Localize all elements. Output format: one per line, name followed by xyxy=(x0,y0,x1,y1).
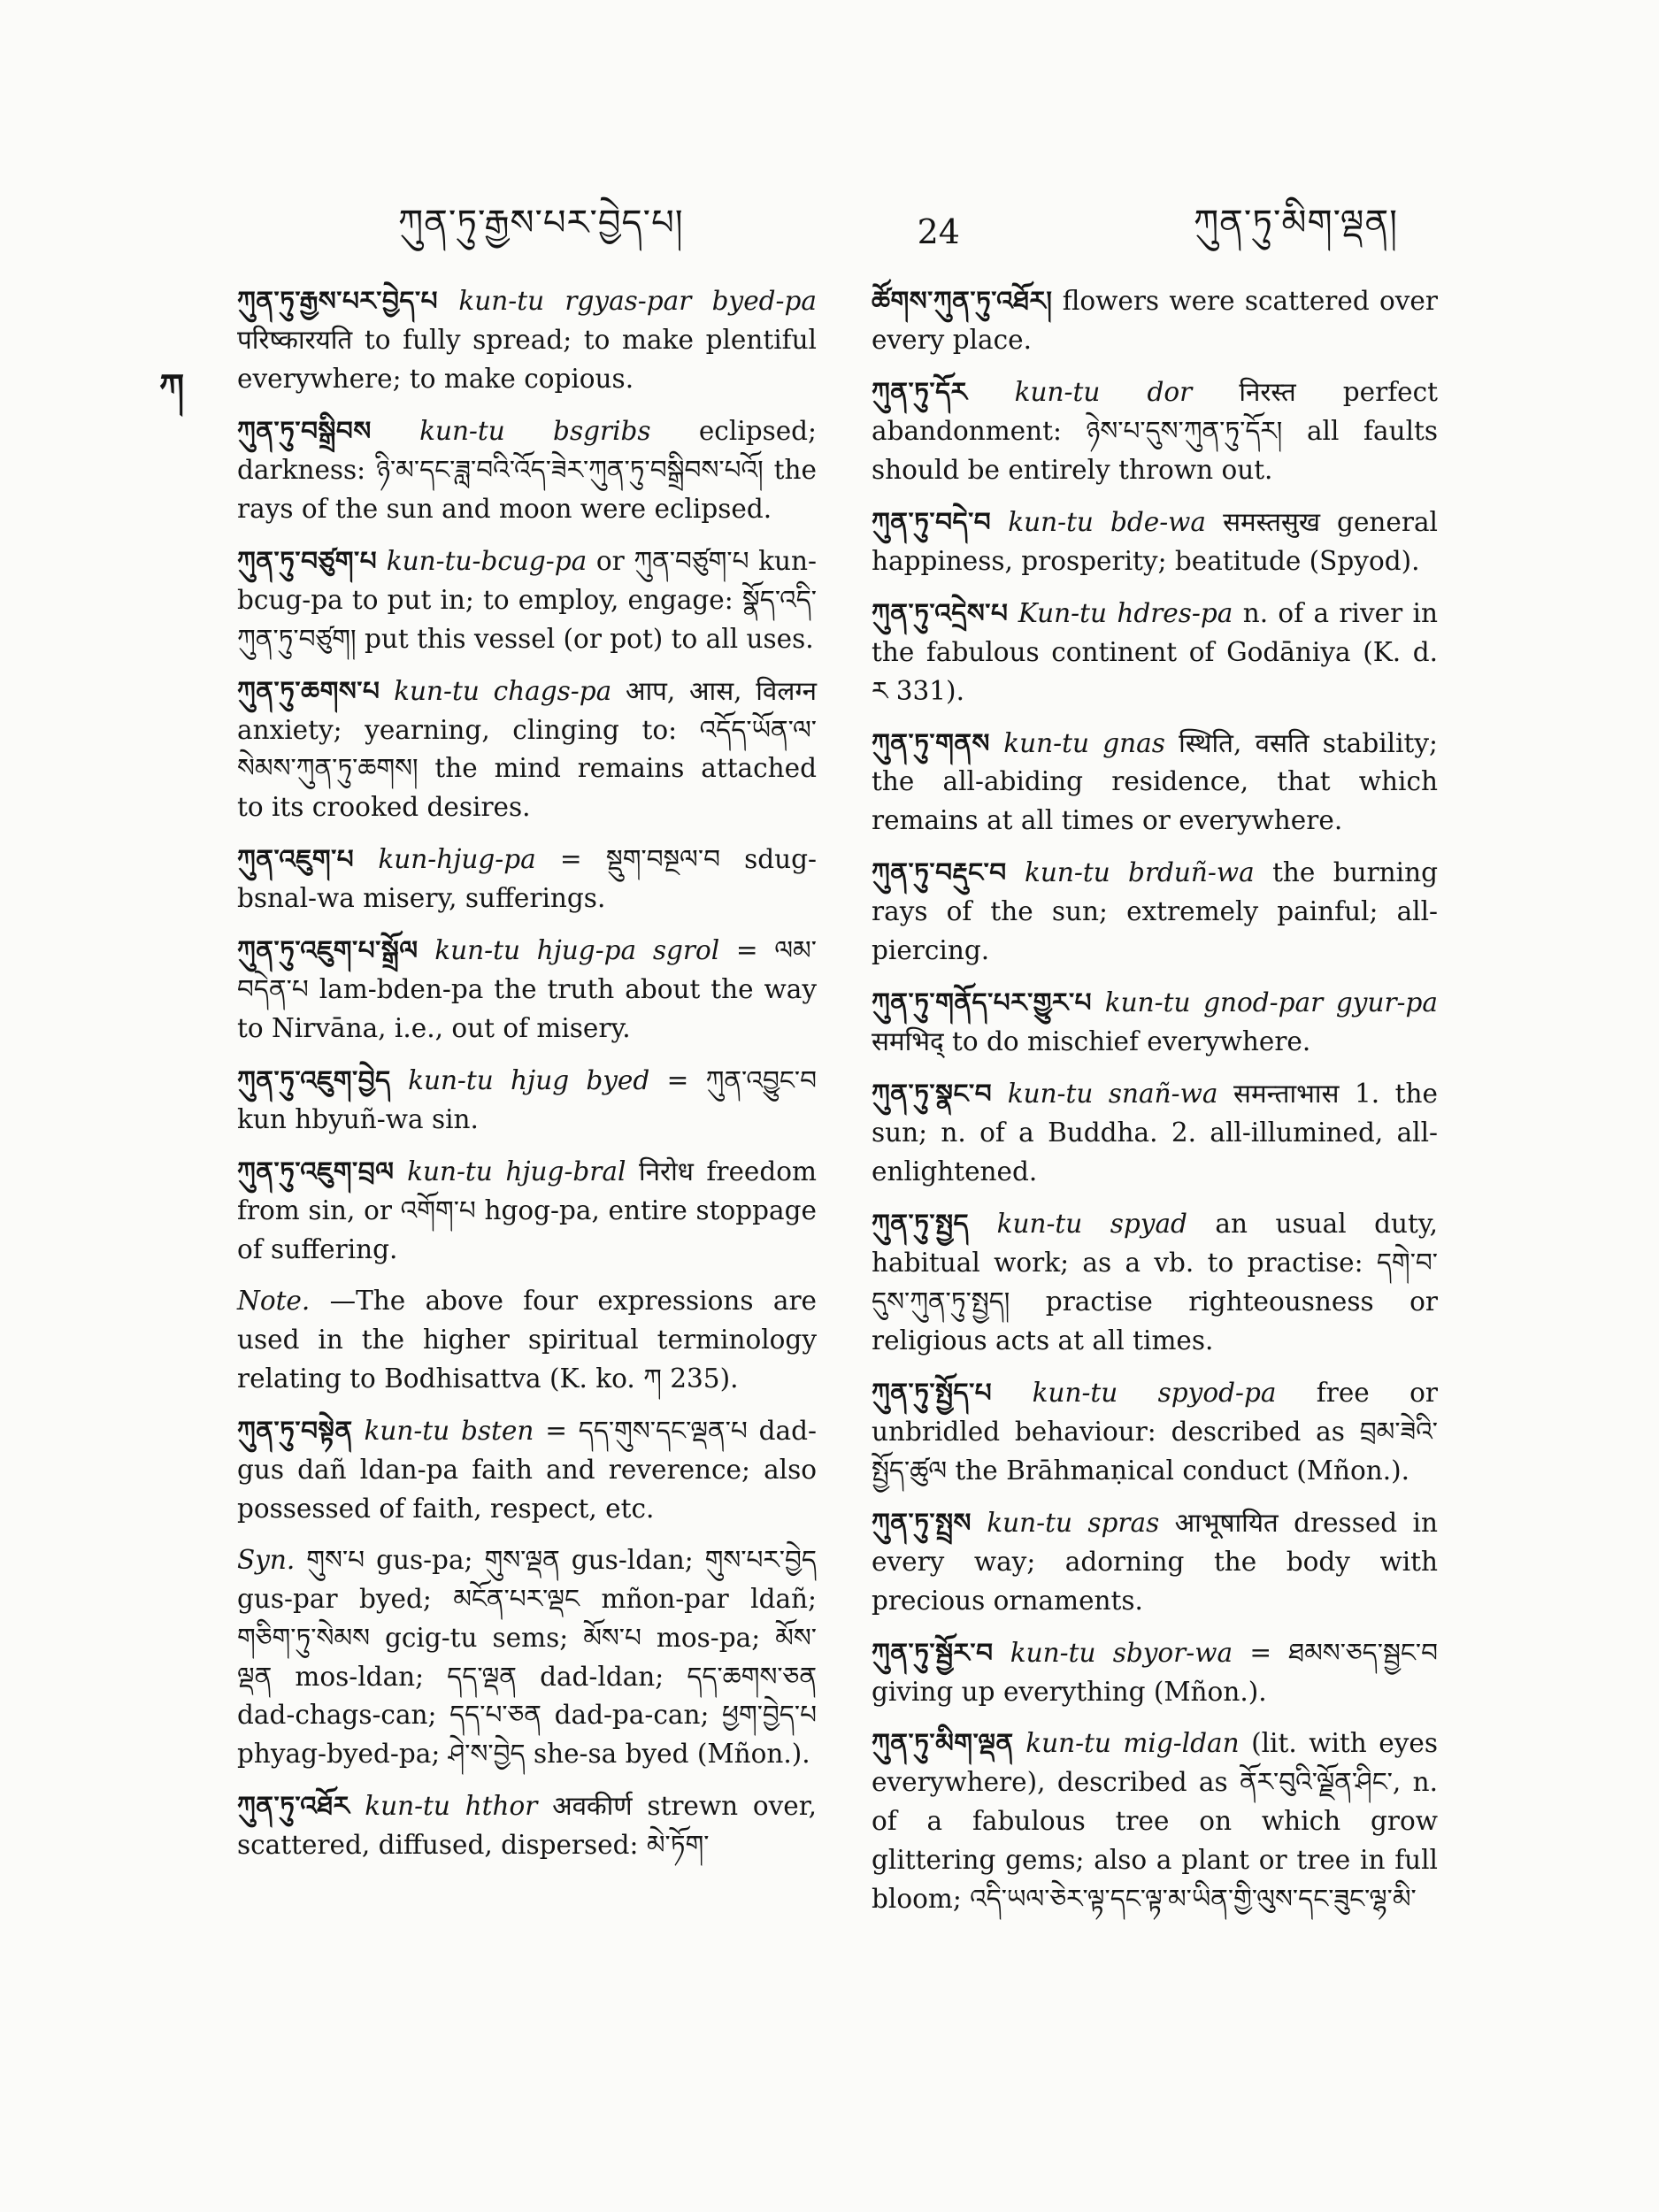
headword-tibetan: ཀུན་ཏུ་བདེ་བ xyxy=(872,505,992,537)
headword-tibetan: ཀུན་ཏུ་འཐོར xyxy=(237,1790,350,1822)
dictionary-entry xyxy=(237,931,817,1048)
headword-tibetan: ཀུན་ཏུ་སྤྲས xyxy=(872,1506,972,1538)
dictionary-entry xyxy=(872,1633,1438,1712)
headword-tibetan: ཀུན་ཏུ་བསྟེན xyxy=(237,1414,353,1446)
dictionary-entry xyxy=(872,724,1438,841)
headword-romanized: kun-tu spyod-pa xyxy=(1032,1377,1277,1408)
headword-romanized: Note. xyxy=(237,1285,311,1316)
page-number: 24 xyxy=(917,212,960,251)
entry-definition: समन्ताभास 1. the sun; n. of a Buddha. 2. all-illumined, all-enlightened. xyxy=(872,1079,1438,1187)
headword-romanized: kun-tu spras xyxy=(987,1507,1160,1538)
entry-definition: निरस्त perfect abandonment: ཉེས་པ་དུས་ཀུན་ཏུ་དོར། all faults should be entirely thrown out. xyxy=(872,376,1438,485)
headword-romanized: kun-tu hjug-pa sgrol xyxy=(434,935,720,966)
headword-romanized: kun-tu hthor xyxy=(365,1791,538,1822)
headword-tibetan: ཀུན་ཏུ་བརྡུང་བ xyxy=(872,856,1007,888)
headword-romanized: kun-tu sbyor-wa xyxy=(1010,1637,1233,1668)
dictionary-entry xyxy=(872,1503,1438,1621)
headword-tibetan: ཀུན་ཏུ་འཇུག་པ་སྒྲོལ xyxy=(237,934,419,966)
entry-definition: གུས་པ gus-pa; གུས་ལྡན gus-ldan; གུས་པར་བྱེད gus-par byed; མངོན་པར་ལྡང mñon-par ldañ; གཅིག་ཏུ་སེམས gcig-tu sems; མོས་པ mos-pa; མོས་ལྡན mos-ldan; དད་ལྡན dad-ldan; དད་ཆགས་ཅན dad-chags-can; དད་པ་ཅན dad-pa-can; ཕྱག་བྱེད་པ phyag-byed-pa; ཤེ་ས་བྱེད she-sa byed (Mñon.). xyxy=(237,1544,817,1770)
headword-tibetan: ཀུན་འཇུག་པ xyxy=(237,843,355,875)
headword-tibetan: ཀུན་ཏུ་འཇུག་བྲལ xyxy=(237,1156,395,1187)
entry-definition: eclipsed; darkness: ཉི་མ་དང་ཟླ་བའི་འོད་ཟེར་ཀུན་ཏུ་བསྒྲིབས་པའོ། the rays of the sun and moon were eclipsed. xyxy=(237,415,817,524)
headword-romanized: kun-tu rgyas-par byed-pa xyxy=(458,286,817,316)
entry-definition: free or unbridled behaviour: described as བྲམ་ཟེའི་སྤྱོད་ཚུལ the Brāhmaṇical conduct (Mñon.). xyxy=(872,1377,1438,1486)
headword-romanized: Syn. xyxy=(237,1544,296,1575)
headword-romanized: kun-tu hjug-bral xyxy=(407,1156,626,1187)
dictionary-entry xyxy=(237,1061,817,1140)
dictionary-entry xyxy=(237,1411,817,1529)
dictionary-entry xyxy=(872,503,1438,581)
entry-definition: (lit. with eyes everywhere), described as ནོར་བུའི་ལྗོན་ཤིང་, n. of a fabulous tree on which grow glittering gems; also a plant or tree in full bloom; འདི་ཡལ་ཅེར་ལྟ་དང་ལྟ་མ་ཡིན་གྱི་ལུས་དང་ཟུང་ལྷ་མི་ xyxy=(872,1728,1438,1915)
left-running-head: ཀུན་ཏུ་རྒྱས་པར་བྱེད་པ། xyxy=(398,202,684,243)
dictionary-entry xyxy=(872,853,1438,971)
entry-definition: = སྡུག་བསྔལ་བ sdug-bsnal-wa misery, sufferings. xyxy=(237,844,817,914)
headword-romanized: kun-tu gnod-par gyur-pa xyxy=(1104,987,1438,1018)
headword-tibetan: ཀུན་ཏུ་མིག་ལྡན xyxy=(872,1727,1014,1759)
headword-tibetan: ཀུན་ཏུ་སྦྱོར་བ xyxy=(872,1636,994,1668)
headword-romanized: kun-tu-bcug-pa xyxy=(386,545,588,576)
dictionary-entry xyxy=(237,1282,817,1399)
dictionary-entry xyxy=(237,281,817,399)
headword-romanized: kun-hjug-pa xyxy=(378,844,536,875)
headword-tibetan: ཀུན་ཏུ་རྒྱས་པར་བྱེད་པ xyxy=(237,285,439,316)
dictionary-entry xyxy=(872,1074,1438,1192)
entry-definition: समभिद् to do mischief everywhere. xyxy=(872,1026,1311,1057)
headword-romanized: kun-tu gnas xyxy=(1003,727,1165,758)
entry-definition: स्थिति, वसति stability; the all-abiding residence, that which remains at all times or everywhere. xyxy=(872,727,1438,836)
running-header xyxy=(230,202,1460,258)
entry-definition: —The above four expressions are used in the higher spiritual terminology relating to Bodhisattva (K. ko. ཀ 235). xyxy=(237,1285,817,1394)
headword-romanized: kun-tu snañ-wa xyxy=(1007,1079,1218,1110)
entry-definition: निरोध freedom from sin, or འགོག་པ hgog-pa, entire stoppage of suffering. xyxy=(237,1156,817,1264)
entry-definition: = ཐམས་ཅད་སྦྱང་བ giving up everything (Mñon.). xyxy=(872,1637,1438,1707)
headword-tibetan: ཀུན་ཏུ་ཆགས་པ xyxy=(237,674,380,706)
headword-romanized: Kun-tu hdres-pa xyxy=(1018,597,1233,628)
headword-romanized: kun-tu bsten xyxy=(364,1415,534,1446)
headword-tibetan: ཀུན་ཏུ་བཙུག་པ xyxy=(237,544,378,576)
dictionary-entry xyxy=(237,672,817,828)
headword-tibetan: ཀུན་ཏུ་གནོད་པར་གྱུར་པ xyxy=(872,987,1093,1018)
entry-definition: आप, आस, विलग्न anxiety; yearning, clinging to: འདོད་ཡོན་ལ་སེམས་ཀུན་ཏུ་ཆགས། the mind remains attached to its crooked desires. xyxy=(237,675,817,823)
dictionary-entry xyxy=(237,1541,817,1775)
dictionary-entry xyxy=(237,1786,817,1865)
entry-definition: an usual duty, habitual work; as a vb. to practise: དགེ་བ་དུས་ཀུན་ཏུ་སྤྱད། practise righteousness or religious acts at all times. xyxy=(872,1209,1438,1356)
headword-tibetan: ཀུན་ཏུ་བསྒྲིབས xyxy=(237,414,372,446)
entry-definition: परिष्कारयति to fully spread; to make plentiful everywhere; to make copious. xyxy=(237,324,817,394)
entry-definition: n. of a river in the fabulous continent of Godāniya (K. d. ར 331). xyxy=(872,597,1438,706)
headword-tibetan: ཀུན་ཏུ་སྤྱད xyxy=(872,1208,970,1240)
headword-romanized: kun-tu bde-wa xyxy=(1008,506,1207,537)
dictionary-entry xyxy=(872,281,1438,360)
entry-definition: or ཀུན་བཙུག་པ kun-bcug-pa to put in; to employ, engage: སྣོད་འདི་ཀུན་ཏུ་བཙུག། put this vessel (or pot) to all uses. xyxy=(237,545,817,654)
headword-romanized: kun-tu mig-ldan xyxy=(1025,1728,1240,1759)
headword-romanized: kun-tu hjug byed xyxy=(408,1065,650,1096)
headword-tibetan: ཀུན་ཏུ་འཇུག་བྱེད xyxy=(237,1064,391,1096)
headword-romanized: kun-tu brduñ-wa xyxy=(1025,857,1255,888)
entry-definition: आभूषायित dressed in every way; adorning the body with precious ornaments. xyxy=(872,1507,1438,1616)
headword-tibetan: ཀུན་ཏུ་སྤྱོད་པ xyxy=(872,1376,993,1408)
entry-definition: the burning rays of the sun; extremely painful; all-piercing. xyxy=(872,857,1438,966)
entry-definition: flowers were scattered over every place. xyxy=(872,286,1438,355)
headword-tibetan: ཀུན་ཏུ་སྣང་བ xyxy=(872,1078,993,1110)
entry-definition: = ཀུན་འབྱུང་བ kun hbyuñ-wa sin. xyxy=(237,1065,817,1135)
headword-tibetan: ཚོགས་ཀུན་ཏུ་འཐོར། xyxy=(872,285,1053,316)
headword-romanized: kun-tu dor xyxy=(1014,376,1193,407)
right-running-head: ཀུན་ཏུ་མིག་ལྡན། xyxy=(1194,202,1398,243)
entry-definition: अवकीर्ण strewn over, scattered, diffused, dispersed: མེ་ཏོག་ xyxy=(237,1791,817,1861)
dictionary-entry xyxy=(872,983,1438,1062)
headword-tibetan: ཀུན་ཏུ་དོར xyxy=(872,375,968,407)
dictionary-entry xyxy=(872,1204,1438,1361)
entry-definition: समस्तसुख general happiness, prosperity; beatitude (Spyod). xyxy=(872,506,1438,576)
dictionary-entry xyxy=(237,541,817,659)
headword-tibetan: ཀུན་ཏུ་གནས xyxy=(872,726,990,758)
headword-romanized: kun-tu chags-pa xyxy=(394,675,612,706)
headword-romanized: kun-tu spyad xyxy=(996,1209,1187,1240)
dictionary-entry xyxy=(237,411,817,529)
dictionary-entry xyxy=(237,840,817,918)
entry-definition: = དད་གུས་དང་ལྡན་པ dad-gus dañ ldan-pa faith and reverence; also possessed of faith, respect, etc. xyxy=(237,1415,817,1524)
left-column xyxy=(237,281,817,1878)
right-column xyxy=(872,281,1438,1932)
dictionary-entry xyxy=(872,1724,1438,1919)
headword-tibetan: ཀུན་ཏུ་འདྲེས་པ xyxy=(872,596,1009,628)
dictionary-entry xyxy=(872,373,1438,490)
headword-romanized: kun-tu bsgribs xyxy=(419,415,651,446)
dictionary-entry xyxy=(872,594,1438,711)
dictionary-entry xyxy=(237,1152,817,1270)
dictionary-entry xyxy=(872,1373,1438,1491)
entry-definition: = ལམ་བདེན་པ lam-bden-pa the truth about the way to Nirvāna, i.e., out of misery. xyxy=(237,935,817,1044)
letter-thumb-tab: ཀ xyxy=(159,366,185,408)
